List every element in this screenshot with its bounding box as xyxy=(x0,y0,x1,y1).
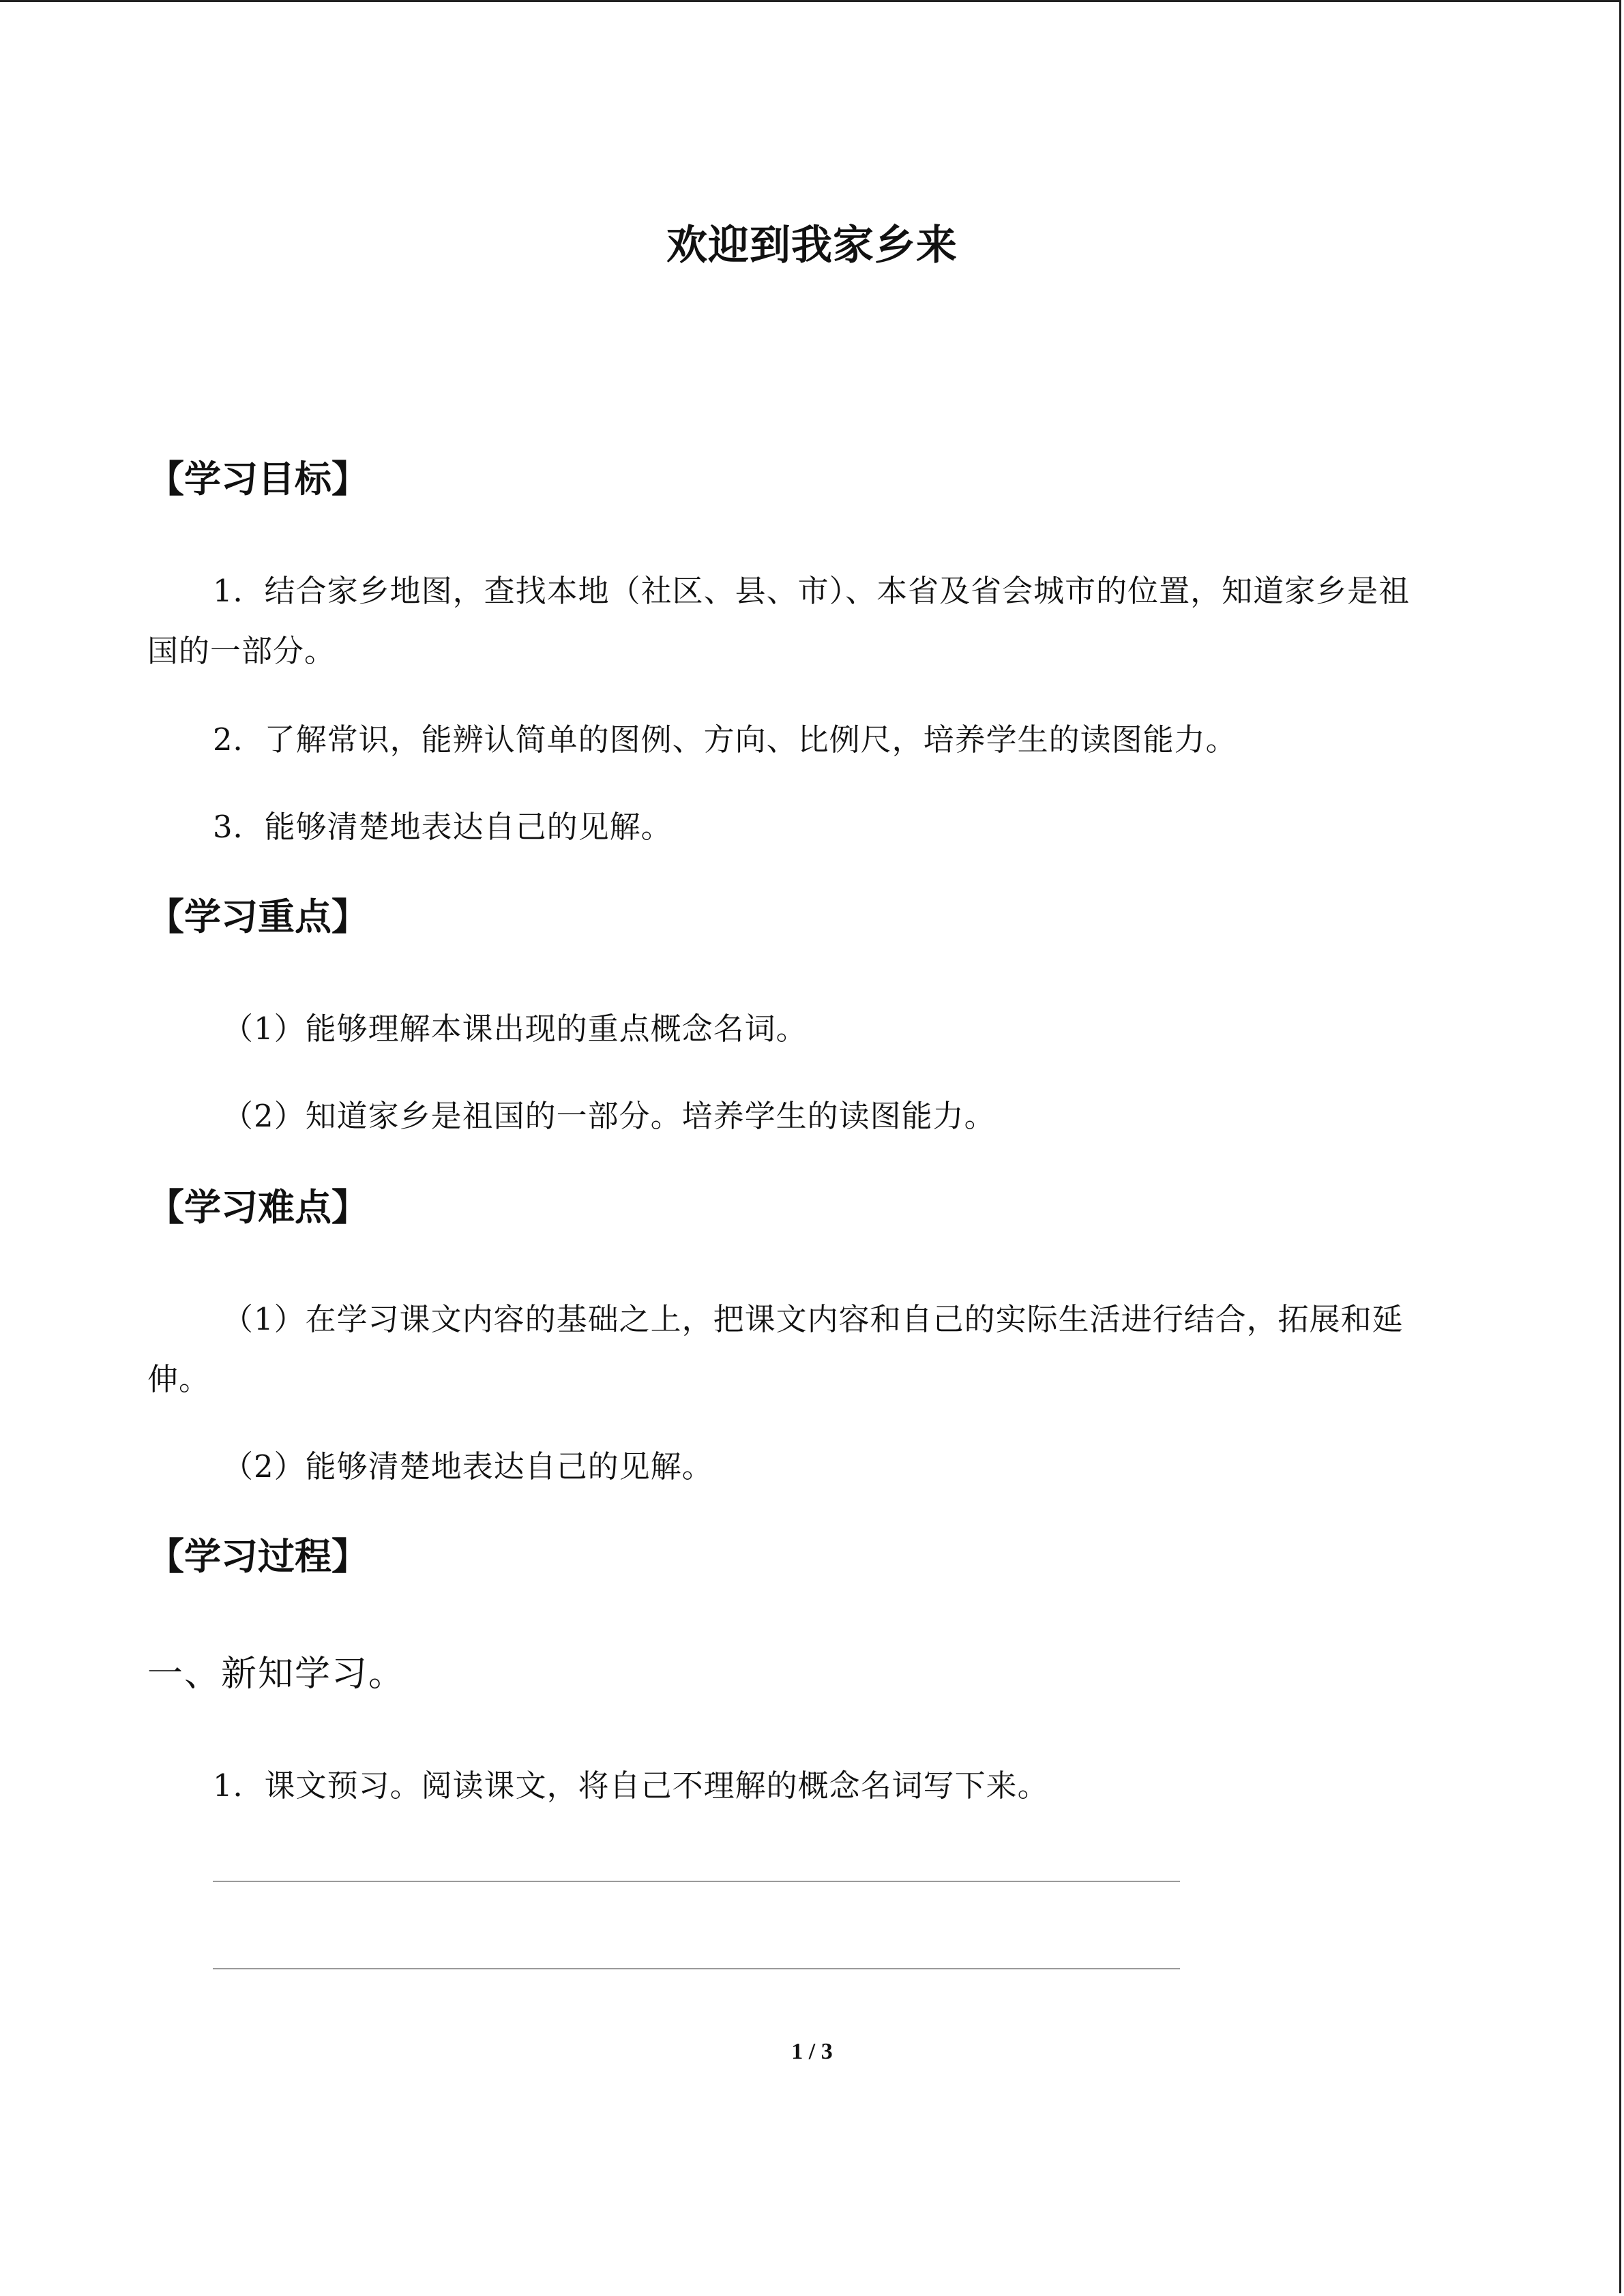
section-heading-process: 【学习过程】 xyxy=(147,1535,368,1578)
page-number: 1 / 3 xyxy=(791,2039,833,2064)
difficulty-item-2: （2）能够清楚地表达自己的见解。 xyxy=(222,1448,713,1485)
key-point-item-2: （2）知道家乡是祖国的一部分。培养学生的读图能力。 xyxy=(222,1098,996,1134)
objective-item-1-continued: 国的一部分。 xyxy=(147,633,336,669)
difficulty-item-1-continued: 伸。 xyxy=(147,1361,211,1397)
difficulty-item-1: （1）在学习课文内容的基础之上，把课文内容和自己的实际生活进行结合，拓展和延 xyxy=(222,1301,1404,1337)
key-point-item-1: （1）能够理解本课出现的重点概念名词。 xyxy=(222,1011,808,1047)
section-heading-key-points: 【学习重点】 xyxy=(147,895,368,938)
document-title: 欢迎到我家乡来 xyxy=(666,222,958,269)
section-heading-objectives: 【学习目标】 xyxy=(147,458,368,501)
objective-item-3: 3．能够清楚地表达自己的见解。 xyxy=(213,809,673,845)
answer-line[interactable] xyxy=(213,1968,1180,1969)
objective-item-2: 2．了解常识，能辨认简单的图例、方向、比例尺，培养学生的读图能力。 xyxy=(213,721,1237,758)
answer-line[interactable] xyxy=(213,1881,1180,1882)
task-one-instruction: 1．课文预习。阅读课文，将自己不理解的概念名词写下来。 xyxy=(213,1768,1049,1804)
objective-item-1: 1．结合家乡地图，查找本地（社区、县、市）、本省及省会城市的位置，知道家乡是祖 xyxy=(213,573,1411,609)
section-heading-difficulties: 【学习难点】 xyxy=(147,1186,368,1229)
part-one-heading: 一、新知学习。 xyxy=(147,1654,406,1695)
